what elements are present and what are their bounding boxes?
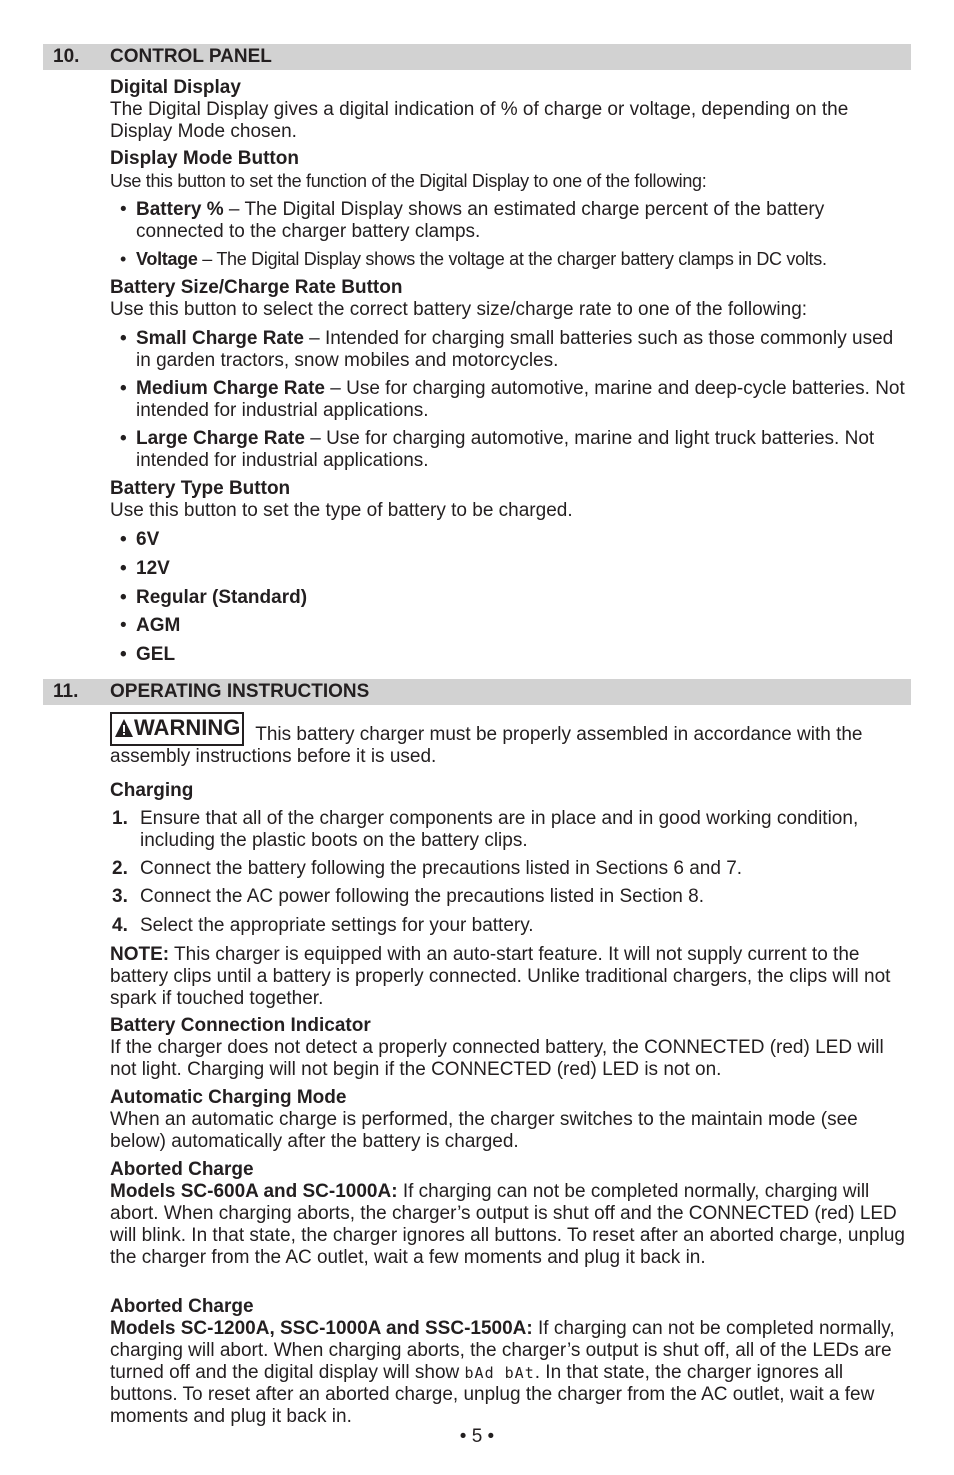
step-number: 2. [112,858,128,879]
item-text: – Intended for charging small batteries such as those commonly used in garden tractors, snow mobiles and motorcycles. [136,328,894,371]
connection-indicator-block [110,1015,910,1081]
bullet: • [120,328,127,349]
note-label: NOTE: [110,944,170,965]
models-label: Models SC-1200A, SSC-1000A and SSC-1500A: [110,1318,533,1339]
bullet: • [120,615,127,636]
step-text: Select the appropriate settings for your battery. [140,915,534,936]
bullet: • [120,378,127,399]
step-item [110,915,910,937]
display-code: bAd bAt [464,1364,535,1382]
note-text: This charger is equipped with an auto-start feature. It will not supply current to the battery clips until a battery is properly connected. Unlike traditional chargers, the clips will not spark if touched together. [110,944,891,1009]
page-number: • 5 • [459,1426,495,1447]
step-text: Connect the AC power following the precautions listed in Section 8. [140,886,704,907]
section-number: 10. [53,46,80,67]
item-text: – The Digital Display shows the voltage at the charger battery clamps in DC volts. [197,249,827,269]
paragraph: The Digital Display gives a digital indication of % of charge or voltage, depending on the Display Mode chosen. [110,99,849,142]
paragraph: If the charger does not detect a properly connected battery, the CONNECTED (red) LED will not light. Charging will not begin if the CONNECTED (red) LED is not on. [110,1037,884,1080]
paragraph: Use this button to set the function of the Digital Display to one of the following: [110,171,707,191]
warning-badge [110,712,244,746]
step-number: 1. [112,808,128,829]
list-item [120,328,910,372]
subsection-heading: Battery Connection Indicator [110,1015,371,1036]
paragraph-text: If charging can not be completed normally, charging will abort. When charging aborts, the charger’s output is shut off, all of the LEDs are turned off and the digital display will show [110,1318,895,1383]
item-label: Regular (Standard) [136,587,308,608]
charging-heading-block [110,780,910,802]
item-label: 12V [136,558,170,579]
battery-type-block [110,478,910,522]
paragraph [110,1318,910,1428]
section-11-header [43,679,911,705]
aborted-charge-block-2 [110,1296,910,1428]
bullet: • [120,529,127,550]
warning-text: This battery charger must be properly assembled in accordance with the assembly instructions before it is used. [110,724,863,767]
item-label: Battery % [136,199,224,220]
section-number: 11. [53,681,79,702]
item-label: 6V [136,529,160,550]
paragraph: When an automatic charge is performed, the charger switches to the maintain mode (see below) automatically after the battery is charged. [110,1109,858,1152]
paragraph: Use this button to select the correct battery size/charge rate to one of the following: [110,299,808,320]
automatic-mode-block [110,1087,910,1153]
warning-block [110,712,910,768]
list-item [120,248,910,270]
step-item [110,886,910,908]
item-label: Small Charge Rate [136,328,304,349]
step-text: Ensure that all of the charger components are in place and in good working condition, including the plastic boots on the battery clips. [140,808,859,851]
item-text: – Use for charging automotive, marine and deep-cycle batteries. Not intended for industrial applications. [136,378,905,421]
bullet: • [120,558,127,579]
item-label: Medium Charge Rate [136,378,325,399]
bullet: • [120,644,127,665]
subsection-heading: Automatic Charging Mode [110,1087,347,1108]
step-number: 3. [112,886,128,907]
aborted-charge-block-1 [110,1159,910,1269]
battery-size-block [110,277,910,321]
list-item [120,558,910,580]
step-number: 4. [112,915,128,936]
paragraph [110,1181,910,1269]
item-label: Large Charge Rate [136,428,305,449]
bullet: • [120,199,127,220]
step-item [110,858,910,880]
paragraph-text: . In that state, the charger ignores all buttons. To reset after an aborted charge, unplug the charger from the AC outlet, wait a few moments and plug it back in. [110,1362,875,1427]
section-title: OPERATING INSTRUCTIONS [110,681,370,702]
section-10-header [43,44,911,70]
subsection-heading: Charging [110,780,194,801]
item-text: – The Digital Display shows an estimated charge percent of the battery connected to the charger battery clamps. [136,199,825,242]
bullet: • [120,249,127,269]
paragraph-text: If charging can not be completed normally, charging will abort. When charging aborts, the charger’s output is shut off and the CONNECTED (red) LED will blink. In that state, the charger ignores all buttons. To reset after an aborted charge, unplug the charger from the AC outlet, wait a few moments and plug it back in. [110,1181,905,1268]
paragraph: Use this button to set the type of battery to be charged. [110,500,573,521]
item-label: GEL [136,644,176,665]
warning-label: WARNING [134,715,241,740]
list-item [120,199,910,243]
subsection-heading: Aborted Charge [110,1159,254,1180]
list-item [120,644,910,666]
subsection-heading: Battery Size/Charge Rate Button [110,277,403,298]
section-title: CONTROL PANEL [110,46,272,67]
subsection-heading: Digital Display [110,77,241,98]
subsection-heading: Battery Type Button [110,478,291,499]
item-label: AGM [136,615,181,636]
step-text: Connect the battery following the precautions listed in Sections 6 and 7. [140,858,743,879]
list-item [120,529,910,551]
digital-display-block [110,77,910,143]
bullet: • [120,587,127,608]
item-label: Voltage [136,249,198,269]
warning-triangle-icon [114,718,134,738]
item-text: – Use for charging automotive, marine and light truck batteries. Not intended for industrial applications. [136,428,875,471]
display-mode-block [110,148,910,192]
subsection-heading: Aborted Charge [110,1296,254,1317]
list-item [120,615,910,637]
list-item [120,378,910,422]
step-item [110,808,910,852]
bullet: • [120,428,127,449]
note-block [110,944,910,1010]
models-label: Models SC-600A and SC-1000A: [110,1181,398,1202]
list-item [120,587,910,609]
list-item [120,428,910,472]
subsection-heading: Display Mode Button [110,148,299,169]
